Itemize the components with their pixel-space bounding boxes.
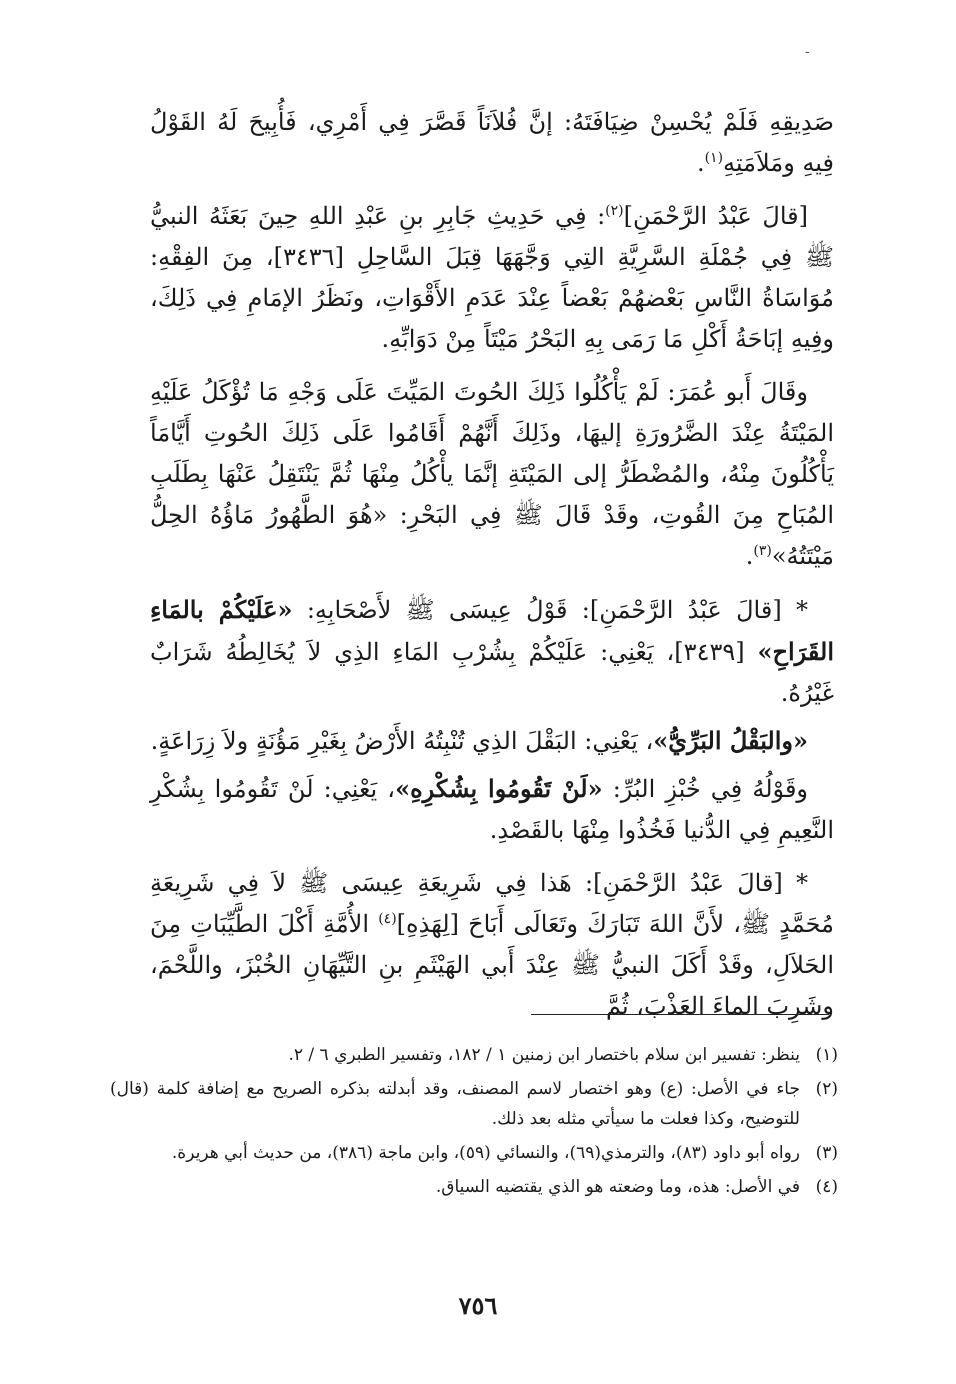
paragraph-5: «والبَقْلُ البَرِّيُّ»، يَعْنِي: البَقْلَ الذِي تُنْبِتُهُ الأَرْضُ بِغَيْرِ مَؤُنَةٍ ولاَ زِرَاعَةٍ.	[150, 726, 808, 755]
footnote	[110, 1074, 838, 1134]
footnote-ref-3[interactable]: (٣)	[753, 543, 772, 559]
footnote	[110, 1040, 838, 1070]
quote-gratitude: «لَنْ تَقُومُوا بِشُكْرِهِ»	[395, 774, 603, 803]
footnote	[110, 1138, 838, 1168]
footnote-ref-2[interactable]: (٢)	[605, 203, 624, 219]
paragraph-6: وقَوْلُهُ فِي خُبْزِ البُرِّ: «لَنْ تَقُومُوا بِشُكْرِهِ»، يَعْنِي: لَنْ تَقُومُوا بِشُكْرِ النَّعِيمِ فِي الدُّنيا فَخُذُوا مِنْهَا بالقَصْدِ.	[150, 774, 834, 844]
footnote-text: رواه أبو داود (٨٣)، والترمذي(٦٩)، والنسائي (٥٩)، وابن ماجة (٣٨٦)، من حديث أبي هريرة.	[171, 1143, 800, 1163]
footnote-number: (٣)	[815, 1143, 838, 1163]
footnote-text: جاء في الأصل: (ع) وهو اختصار لاسم المصنف، وقد أبدلته بذكره الصريح مع إضافة كلمة (قال) للتوضيح، وكذا فعلت ما سيأتي مثله بعد ذلك.	[110, 1079, 800, 1129]
quote-wild-herbs: «والبَقْلُ البَرِّيُّ»	[653, 726, 808, 755]
paragraph-3: وقَالَ أَبو عُمَرَ: لَمْ يَأْكُلُوا ذَلِكَ الحُوتَ المَيِّتَ عَلَى وَجْهِ مَا تُؤْكَلُ عَلَيْهِ المَيْتَةُ عِنْدَ الضَّرُورَةِ إليهَا، وذَلِكَ أَنَّهُمْ أَقَامُوا عَلَى ذَلِكَ الحُوتِ أَيَّامَاً يَأْكُلُونَ مِنْهُ، والمُضْطَرُّ إلى المَيْتَةِ إنَّمَا يأْكُلُ مِنْهَا ثُمَّ يَنْتَقِلُ عَنْهَا بِطَلَبِ المُبَاحِ مِنَ القُوتِ، وقَدْ قَالَ ﷺ فِي البَحْرِ: «هُوَ الطَّهُورُ مَاؤُهُ الحِلُّ مَيْتَتُهُ»$^{(٣)}$.	[150, 378, 834, 570]
paragraph-4: * [قالَ عَبْدُ الرَّحْمَنِ]: قَوْلُ عِيسَى ﷺ لأَصْحَابِهِ: «عَلَيْكُمْ بالمَاءِ القَرَاحِ» [٣٤٣٩]، يَعْنِي: عَلَيْكُمْ بِشُرْبِ المَاءِ الذِي لاَ يُخَالِطُهُ شَرَابٌ غَيْرُهُ.	[150, 595, 834, 707]
paragraph-2: [قالَ عَبْدُ الرَّحْمَنِ]$^{(٢)}$: فِي حَدِيثِ جَابِرِ بنِ عَبْدِ اللهِ حِينَ بَعَثَهُ النبيُّ ﷺ فِي جُمْلَةِ السَّرِيَّةِ التِي وَجَّهَهَا قِبَلَ السَّاحِلِ [٣٤٣٦]، مِنَ الفِقْهِ: مُوَاسَاةُ النَّاسِ بَعْضهُمْ بَعْضاً عِنْدَ عَدَمِ الأَقْوَاتِ، ونَظَرُ الإمَامِ فِي ذَلِكَ، وفِيهِ إبَاحَةُ أَكْلِ مَا رَمَى بِهِ البَحْرُ مَيْتَاً مِنْ دَوَابِّهِ.	[150, 202, 834, 353]
margin-mark: -	[805, 44, 810, 60]
quote-fresh-water: «عَلَيْكُمْ بالمَاءِ القَرَاحِ»	[150, 595, 834, 666]
footnote-text: ينظر: تفسير ابن سلام باختصار ابن زمنين ١ / ١٨٢، وتفسير الطبري ٦ / ٢.	[288, 1045, 800, 1065]
footnote-text: في الأصل: هذه، وما وضعته هو الذي يقتضيه السياق.	[435, 1177, 800, 1197]
main-text	[150, 102, 834, 1039]
footnote-number: (٤)	[815, 1177, 838, 1197]
footnote-number: (١)	[815, 1045, 838, 1065]
footnote-divider	[531, 1014, 829, 1015]
paragraph-1: صَدِيقِهِ فَلَمْ يُحْسِنْ ضِيَافَتَهُ: إنَّ فُلاَنَاً قَصَّرَ فِي أَمْرِي، فَأُبِيحَ لَهُ القَوْلُ فِيهِ ومَلاَمَتِهِ$^{(١)}$.	[150, 108, 834, 177]
footnote	[110, 1172, 838, 1202]
footnote-number: (٢)	[815, 1079, 838, 1099]
paragraph-7: * [قالَ عَبْدُ الرَّحْمَنِ]: هَذا فِي شَرِيعَةِ عِيسَى ﷺ لاَ فِي شَرِيعَةِ مُحَمَّدٍ ﷺ، لأَنَّ اللهَ تَبَارَكَ وتَعَالَى أَبَاحَ [لِهَذِهِ]$^{(٤)}$ الأُمَّةِ أَكْلَ الطَّيِّبَاتِ مِنَ الحَلاَلِ، وقَدْ أَكَلَ النبيُّ ﷺ عِنْدَ أَبي الهَيْثَمِ بنِ التَّيِّهَانِ الخُبْزَ، واللَّحْمَ، وشَرِبَ الماءَ العَذْبَ، ثُمَّ	[150, 869, 834, 1020]
footnote-ref-1[interactable]: (١)	[704, 150, 724, 166]
footnote-ref-4[interactable]: (٤)	[378, 911, 397, 927]
footnotes	[110, 1040, 838, 1206]
page-number: ٧٥٦	[458, 1291, 498, 1320]
